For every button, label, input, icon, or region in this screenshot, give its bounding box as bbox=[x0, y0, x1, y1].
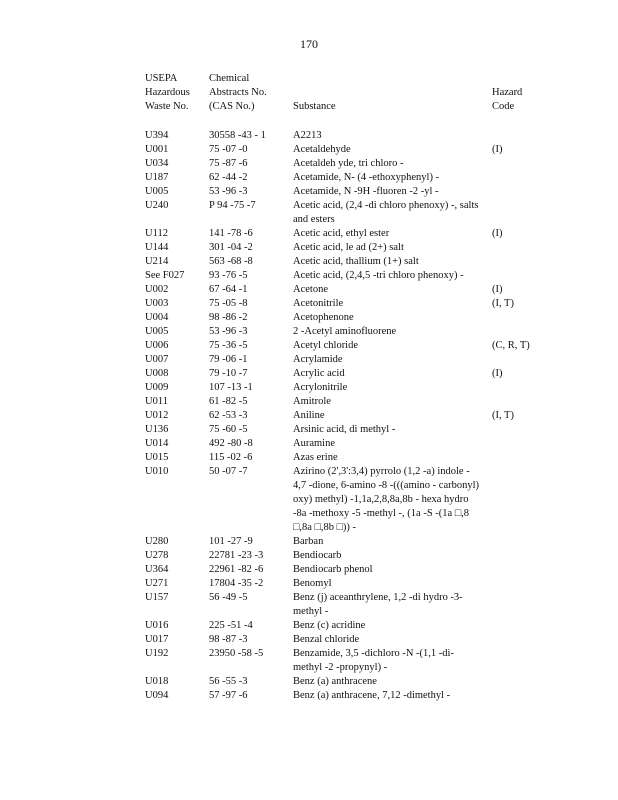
cas-number: 57 -97 -6 bbox=[209, 690, 248, 701]
table-row bbox=[0, 675, 618, 689]
waste-number: U271 bbox=[145, 578, 169, 589]
waste-number: U006 bbox=[145, 340, 169, 351]
table-row bbox=[0, 619, 618, 633]
substance-name: Benz (a) anthracene bbox=[293, 676, 377, 687]
table-row bbox=[0, 633, 618, 647]
hazard-code: (I) bbox=[492, 368, 503, 379]
table-row bbox=[0, 297, 618, 311]
waste-number: U016 bbox=[145, 620, 169, 631]
substance-name: Acetaldeh yde, tri chloro - bbox=[293, 158, 404, 169]
cas-number: 93 -76 -5 bbox=[209, 270, 248, 281]
substance-name: Amitrole bbox=[293, 396, 331, 407]
table-row bbox=[0, 227, 618, 241]
table-row bbox=[0, 423, 618, 437]
waste-number: U007 bbox=[145, 354, 169, 365]
table-row bbox=[0, 549, 618, 563]
cas-number: 563 -68 -8 bbox=[209, 256, 253, 267]
hazard-code: (I) bbox=[492, 144, 503, 155]
header-substance: Substance bbox=[293, 101, 336, 112]
waste-number: U001 bbox=[145, 144, 169, 155]
substance-name: Benz (c) acridine bbox=[293, 620, 366, 631]
waste-number: U144 bbox=[145, 242, 169, 253]
waste-number: U136 bbox=[145, 424, 169, 435]
substance-name: Acetaldehyde bbox=[293, 144, 351, 155]
table-row bbox=[0, 535, 618, 549]
table-row bbox=[0, 353, 618, 367]
cas-number: 75 -60 -5 bbox=[209, 424, 248, 435]
cas-number: P 94 -75 -7 bbox=[209, 200, 256, 211]
hazard-code: (C, R, T) bbox=[492, 340, 530, 351]
waste-number: U012 bbox=[145, 410, 169, 421]
substance-name: Azas erine bbox=[293, 452, 338, 463]
table-row bbox=[0, 157, 618, 171]
table-row bbox=[0, 367, 618, 381]
waste-number: U005 bbox=[145, 186, 169, 197]
cas-number: 61 -82 -5 bbox=[209, 396, 248, 407]
cas-number: 115 -02 -6 bbox=[209, 452, 253, 463]
table-row bbox=[0, 465, 618, 535]
waste-number: U010 bbox=[145, 466, 169, 477]
substance-name: Barban bbox=[293, 536, 324, 547]
cas-number: 79 -10 -7 bbox=[209, 368, 248, 379]
table-row bbox=[0, 689, 618, 703]
cas-number: 67 -64 -1 bbox=[209, 284, 248, 295]
table-row bbox=[0, 143, 618, 157]
substance-name: Acrylonitrile bbox=[293, 382, 348, 393]
waste-number: U004 bbox=[145, 312, 169, 323]
cas-number: 101 -27 -9 bbox=[209, 536, 253, 547]
cas-number: 141 -78 -6 bbox=[209, 228, 253, 239]
substance-name: Bendiocarb phenol bbox=[293, 564, 373, 575]
cas-number: 75 -05 -8 bbox=[209, 298, 248, 309]
cas-number: 75 -87 -6 bbox=[209, 158, 248, 169]
table-row bbox=[0, 325, 618, 339]
hazard-code: (I) bbox=[492, 284, 503, 295]
substance-name: Acetonitrile bbox=[293, 298, 344, 309]
cas-number: 23950 -58 -5 bbox=[209, 648, 264, 659]
waste-number: U280 bbox=[145, 536, 169, 547]
waste-table bbox=[0, 129, 618, 703]
cas-number: 56 -55 -3 bbox=[209, 676, 248, 687]
table-row bbox=[0, 591, 618, 619]
substance-name: Azirino (2',3':3,4) pyrrolo (1,2 -a) indole - 4,7 -dione, 6-amino -8 -(((amino - carbonyl) oxy) methyl) -1,1a,2,8,8a,8b - hexa hydro -8a -methoxy -5 -methyl -, (1a -S -(1a □,8 □,8a □,8b □)) - bbox=[293, 466, 480, 533]
table-row bbox=[0, 129, 618, 143]
substance-name: Acetone bbox=[293, 284, 328, 295]
table-row bbox=[0, 339, 618, 353]
waste-number: U003 bbox=[145, 298, 169, 309]
header-waste-number: USEPA Hazardous Waste No. bbox=[145, 73, 190, 112]
waste-number: See F027 bbox=[145, 270, 185, 281]
table-row bbox=[0, 269, 618, 283]
table-row bbox=[0, 451, 618, 465]
waste-number: U112 bbox=[145, 228, 168, 239]
waste-number: U009 bbox=[145, 382, 169, 393]
substance-name: Acetic acid, ethyl ester bbox=[293, 228, 390, 239]
hazard-code: (I) bbox=[492, 228, 503, 239]
waste-number: U005 bbox=[145, 326, 169, 337]
substance-name: Arsinic acid, di methyl - bbox=[293, 424, 396, 435]
waste-number: U015 bbox=[145, 452, 169, 463]
substance-name: Auramine bbox=[293, 438, 335, 449]
cas-number: 98 -86 -2 bbox=[209, 312, 248, 323]
substance-name: Acetic acid, thallium (1+) salt bbox=[293, 256, 419, 267]
cas-number: 107 -13 -1 bbox=[209, 382, 253, 393]
waste-number: U018 bbox=[145, 676, 169, 687]
cas-number: 301 -04 -2 bbox=[209, 242, 253, 253]
cas-number: 62 -53 -3 bbox=[209, 410, 248, 421]
table-row bbox=[0, 409, 618, 423]
substance-name: Acetamide, N -9H -fluoren -2 -yl - bbox=[293, 186, 439, 197]
waste-number: U364 bbox=[145, 564, 169, 575]
substance-name: Benz (j) aceanthrylene, 1,2 -di hydro -3- methyl - bbox=[293, 592, 463, 617]
waste-number: U394 bbox=[145, 130, 169, 141]
cas-number: 22961 -82 -6 bbox=[209, 564, 264, 575]
waste-number: U017 bbox=[145, 634, 169, 645]
cas-number: 75 -36 -5 bbox=[209, 340, 248, 351]
waste-number: U008 bbox=[145, 368, 169, 379]
substance-name: Acetic acid, le ad (2+) salt bbox=[293, 242, 404, 253]
cas-number: 62 -44 -2 bbox=[209, 172, 248, 183]
cas-number: 17804 -35 -2 bbox=[209, 578, 264, 589]
cas-number: 492 -80 -8 bbox=[209, 438, 253, 449]
cas-number: 53 -96 -3 bbox=[209, 326, 248, 337]
waste-number: U002 bbox=[145, 284, 169, 295]
waste-number: U011 bbox=[145, 396, 168, 407]
cas-number: 50 -07 -7 bbox=[209, 466, 248, 477]
waste-number: U187 bbox=[145, 172, 169, 183]
table-row bbox=[0, 381, 618, 395]
cas-number: 75 -07 -0 bbox=[209, 144, 248, 155]
waste-number: U157 bbox=[145, 592, 169, 603]
substance-name: Acetic acid, (2,4,5 -tri chloro phenoxy) - bbox=[293, 270, 464, 281]
cas-number: 30558 -43 - 1 bbox=[209, 130, 266, 141]
hazard-code: (I, T) bbox=[492, 298, 514, 309]
cas-number: 98 -87 -3 bbox=[209, 634, 248, 645]
table-row bbox=[0, 563, 618, 577]
substance-name: Benz (a) anthracene, 7,12 -dimethyl - bbox=[293, 690, 451, 701]
substance-name: Acetyl chloride bbox=[293, 340, 359, 351]
cas-number: 53 -96 -3 bbox=[209, 186, 248, 197]
substance-name: Acrylamide bbox=[293, 354, 343, 365]
table-row bbox=[0, 647, 618, 675]
substance-name: A2213 bbox=[293, 130, 322, 141]
cas-number: 56 -49 -5 bbox=[209, 592, 248, 603]
substance-name: Benzamide, 3,5 -dichloro -N -(1,1 -di- methyl -2 -propynyl) - bbox=[293, 648, 454, 673]
waste-number: U192 bbox=[145, 648, 169, 659]
substance-name: Benomyl bbox=[293, 578, 332, 589]
cas-number: 225 -51 -4 bbox=[209, 620, 253, 631]
table-row bbox=[0, 437, 618, 451]
waste-number: U214 bbox=[145, 256, 169, 267]
header-hazard-code: Hazard Code bbox=[492, 87, 523, 112]
table-row bbox=[0, 255, 618, 269]
waste-number: U034 bbox=[145, 158, 169, 169]
waste-number: U094 bbox=[145, 690, 169, 701]
page-number: 170 bbox=[300, 37, 318, 51]
substance-name: Acetophenone bbox=[293, 312, 354, 323]
substance-name: Bendiocarb bbox=[293, 550, 342, 561]
hazard-code: (I, T) bbox=[492, 410, 514, 421]
table-row bbox=[0, 171, 618, 185]
table-row bbox=[0, 395, 618, 409]
substance-name: Benzal chloride bbox=[293, 634, 360, 645]
table-row bbox=[0, 199, 618, 227]
table-row bbox=[0, 283, 618, 297]
cas-number: 22781 -23 -3 bbox=[209, 550, 264, 561]
table-row bbox=[0, 311, 618, 325]
substance-name: Acetic acid, (2,4 -di chloro phenoxy) -, salts and esters bbox=[293, 200, 479, 225]
cas-number: 79 -06 -1 bbox=[209, 354, 248, 365]
waste-number: U240 bbox=[145, 200, 169, 211]
header-cas-number: Chemical Abstracts No. (CAS No.) bbox=[209, 73, 267, 112]
substance-name: Aniline bbox=[293, 410, 325, 421]
table-row bbox=[0, 577, 618, 591]
table-row bbox=[0, 185, 618, 199]
substance-name: Acetamide, N- (4 -ethoxyphenyl) - bbox=[293, 172, 440, 183]
waste-number: U014 bbox=[145, 438, 169, 449]
substance-name: Acrylic acid bbox=[293, 368, 345, 379]
substance-name: 2 -Acetyl aminofluorene bbox=[293, 326, 397, 337]
waste-number: U278 bbox=[145, 550, 169, 561]
table-row bbox=[0, 241, 618, 255]
